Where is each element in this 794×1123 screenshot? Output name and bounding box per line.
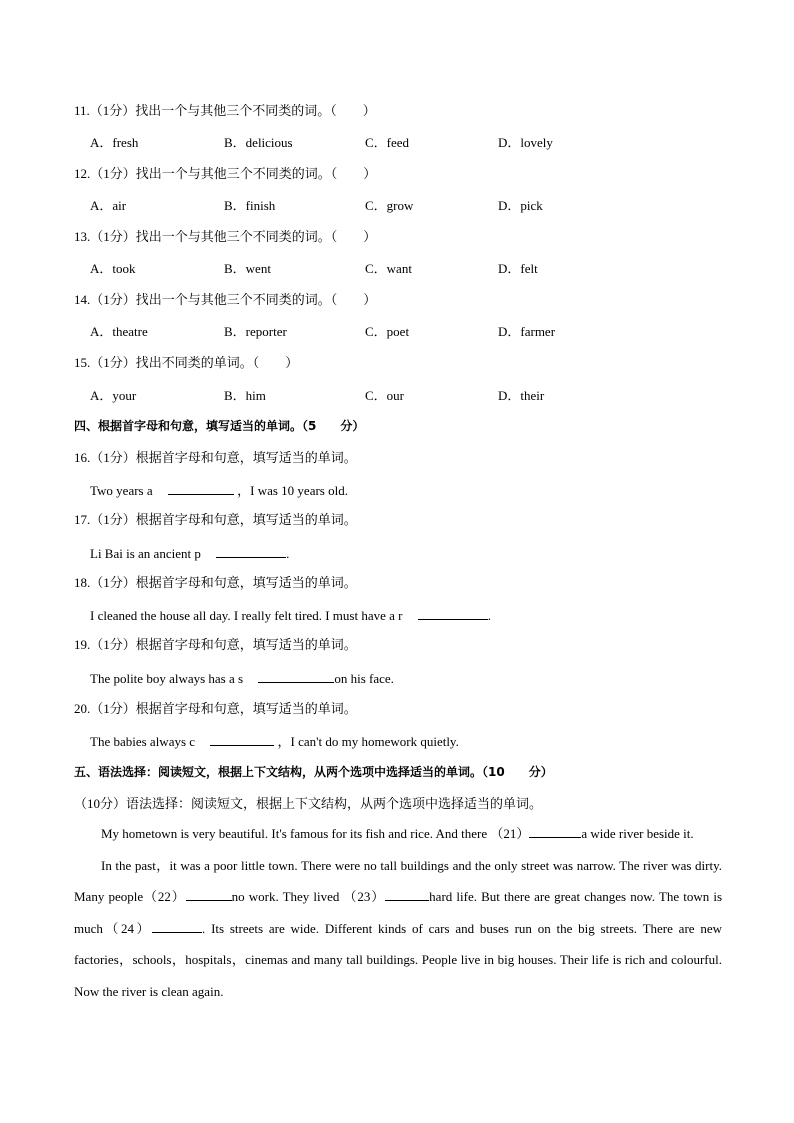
q15-option-d[interactable]: D．their [498, 388, 545, 403]
q12-option-d[interactable]: D．pick [498, 198, 543, 213]
q13-option-c[interactable]: C．want [365, 261, 412, 276]
question-17-sentence [90, 545, 289, 562]
question-14-stem: 14.（1分）找出一个与其他三个不同类的词。（ ） [74, 292, 377, 307]
q11-option-b[interactable]: B．delicious [224, 135, 293, 150]
question-13-stem: 13.（1分）找出一个与其他三个不同类的词。（ ） [74, 229, 377, 244]
q20-answer-blank[interactable] [210, 733, 274, 746]
question-16-sentence [90, 482, 348, 499]
passage-p2-part-d: . Its streets are wide. Different kinds of cars and buses run on the big streets. There are new factories，schools，hospitals，cinemas and many tall buildings. People live in big houses. Their life is rich and colourful. Now the river is clean again. [74, 920, 722, 999]
q14-option-b[interactable]: B．reporter [224, 324, 287, 339]
blank-24[interactable] [152, 920, 202, 933]
question-19-stem: 19.（1分）根据首字母和句意，填写适当的单词。 [74, 637, 357, 652]
q16-text-before: Two years a [90, 483, 153, 498]
q13-option-b[interactable]: B．went [224, 261, 271, 276]
question-19-sentence [90, 670, 394, 687]
question-20-sentence [90, 733, 459, 750]
blank-22[interactable] [186, 888, 232, 901]
q20-text-after: ，I can't do my homework quietly. [277, 734, 459, 749]
q16-answer-blank[interactable] [168, 482, 234, 495]
q17-answer-blank[interactable] [216, 545, 286, 558]
q18-text-after: . [487, 608, 491, 623]
q12-option-b[interactable]: B．finish [224, 198, 276, 213]
q14-option-a[interactable]: A．theatre [90, 324, 148, 339]
blank-23[interactable] [385, 888, 429, 901]
q11-option-c[interactable]: C．feed [365, 135, 410, 150]
reading-passage [74, 818, 722, 1007]
q15-option-b[interactable]: B．him [224, 388, 266, 403]
passage-p2-part-a: In the past，it was a poor little town. There were no tall buildings and the only street was narrow. The river was dirty. Many people（22） [74, 857, 722, 904]
passage-p2-part-c: hard life. But there are great changes now. The town is much（24） [74, 889, 723, 936]
passage-paragraph-1 [74, 818, 722, 850]
q11-option-d[interactable]: D．lovely [498, 135, 553, 150]
q17-text-before: Li Bai is an ancient p [90, 546, 201, 561]
question-11-stem: 11.（1分）找出一个与其他三个不同类的词。（ ） [74, 103, 376, 118]
question-20-stem: 20.（1分）根据首字母和句意，填写适当的单词。 [74, 701, 357, 716]
section-4-title: 四、根据首字母和句意，填写适当的单词。（5 分） [74, 419, 365, 433]
q11-option-a[interactable]: A．fresh [90, 135, 139, 150]
q15-option-c[interactable]: C．our [365, 388, 405, 403]
q15-option-a[interactable]: A．your [90, 388, 137, 403]
q17-text-after: . [286, 546, 290, 561]
question-17-stem: 17.（1分）根据首字母和句意，填写适当的单词。 [74, 512, 357, 527]
q19-text-before: The polite boy always has a s [90, 671, 244, 686]
section-5-intro: （10分）语法选择：阅读短文，根据上下文结构，从两个选项中选择适当的单词。 [74, 796, 543, 811]
question-12-stem: 12.（1分）找出一个与其他三个不同类的词。（ ） [74, 166, 377, 181]
q12-option-a[interactable]: A．air [90, 198, 127, 213]
section-5-title: 五、语法选择：阅读短文，根据上下文结构，从两个选项中选择适当的单词。（10 分） [74, 765, 553, 779]
q18-text-before: I cleaned the house all day. I really felt tired. I must have a r [90, 608, 403, 623]
q12-option-c[interactable]: C．grow [365, 198, 414, 213]
q19-text-after: on his face. [334, 671, 394, 686]
passage-p1-part-b: a wide river beside it. [581, 826, 694, 841]
q13-option-d[interactable]: D．felt [498, 261, 538, 276]
q13-option-a[interactable]: A．took [90, 261, 136, 276]
passage-p1-part-a: My hometown is very beautiful. It's famous for its fish and rice. And there （21） [101, 826, 530, 841]
q20-text-before: The babies always c [90, 734, 196, 749]
q14-option-c[interactable]: C．poet [365, 324, 410, 339]
question-16-stem: 16.（1分）根据首字母和句意，填写适当的单词。 [74, 450, 357, 465]
q19-answer-blank[interactable] [258, 670, 334, 683]
passage-paragraph-2 [74, 850, 722, 1008]
blank-21[interactable] [529, 825, 581, 838]
question-15-stem: 15.（1分）找出不同类的单词。（ ） [74, 355, 299, 370]
q14-option-d[interactable]: D．farmer [498, 324, 556, 339]
q18-answer-blank[interactable] [418, 607, 488, 620]
q16-text-after: ，I was 10 years old. [237, 483, 348, 498]
passage-p2-part-b: no work. They lived （23） [231, 889, 386, 904]
question-18-stem: 18.（1分）根据首字母和句意，填写适当的单词。 [74, 575, 357, 590]
question-18-sentence [90, 607, 491, 624]
